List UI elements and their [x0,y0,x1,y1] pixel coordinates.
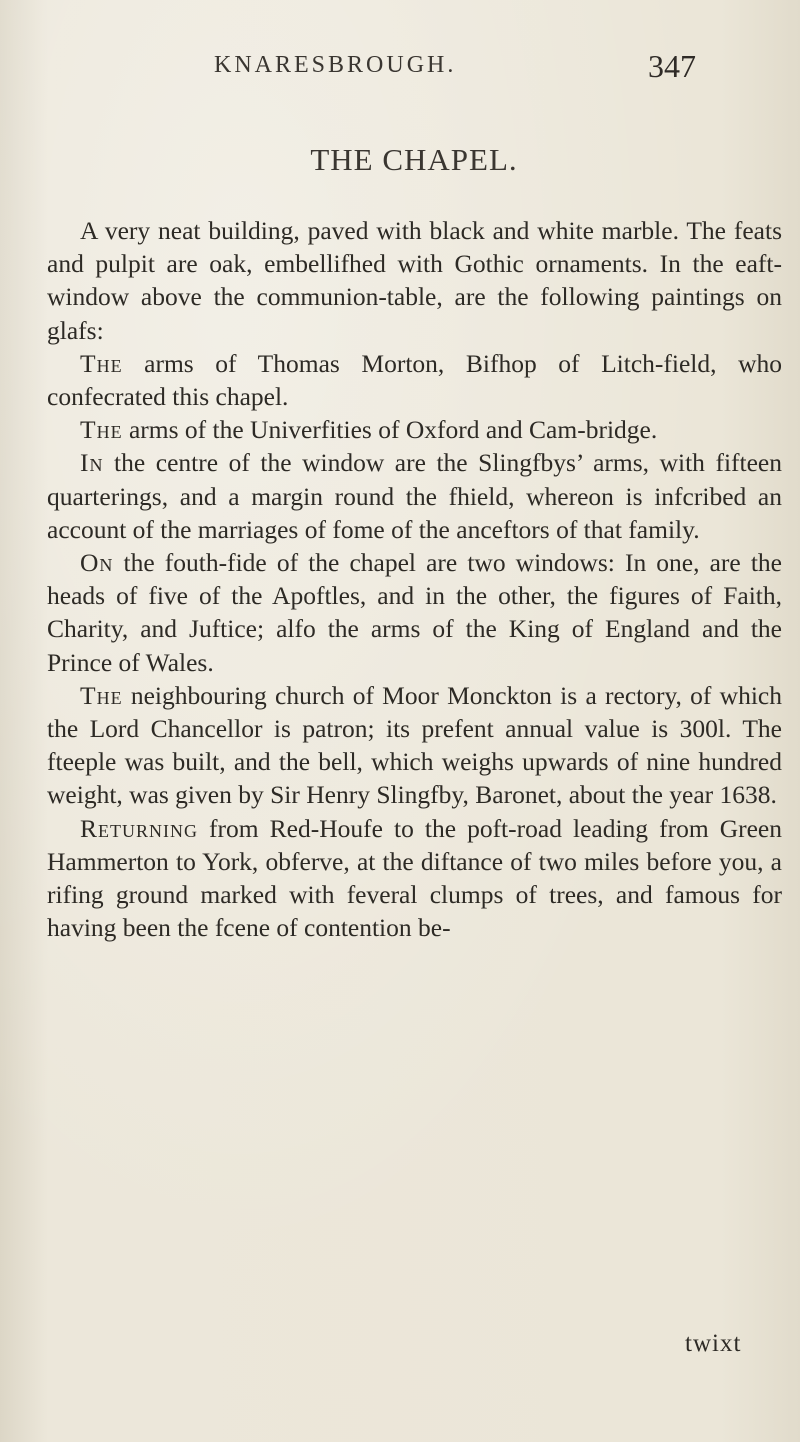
paragraph-lead: The [80,680,123,710]
paragraph-lead: The [80,415,123,445]
paragraph-slingsby-arms [47,446,782,546]
paragraph-text: the fouth-fide of the chapel are two windows: In one, are the heads of five of the Apoftles, and in the other, the figures of Faith, Charity, and Juftice; alfo the arms of the King of England and the Prince of Wales. [47,548,782,677]
paragraph-lead: The [80,348,123,378]
paragraph-morton-arms [47,347,782,413]
paragraph-lead: On [80,548,114,578]
paragraph-chapel-description [47,214,782,347]
paragraph-text: arms of the Univerfities of Oxford and Cam-bridge. [122,415,658,445]
paragraph-text: neighbouring church of Moor Monckton is a rectory, of which the Lord Chancellor is patron; its prefent annual value is 300l. The fteeple was built, and the bell, which weighs upwards of nine hundred weight, was given by Sir Henry Slingfby, Baronet, about the year 1638. [47,680,782,810]
section-title: THE CHAPEL. [310,142,518,177]
paragraph-south-windows [47,546,782,679]
catchword: twixt [685,1330,742,1357]
paragraph-returning [47,812,782,945]
paragraph-university-arms [47,413,782,446]
paragraph-text: from Red-Houfe to the poft-road leading from Green Hammerton to York, obferve, at the diftance of two miles before you, a rifing ground marked with feveral clumps of trees, and famous for having been the fcene of contention be- [47,813,782,943]
running-title: KNARESBROUGH. [214,52,457,78]
paragraph-text: the centre of the window are the Slingfbys’ arms, with fifteen quarterings, and a margin round the fhield, whereon is infcribed an account of the marriages of fome of the anceftors of that family. [47,448,782,544]
paragraph-moor-monckton [47,679,782,812]
paragraph-text: A very neat building, paved with black and white marble. The feats and pulpit are oak, embellifhed with Gothic ornaments. In the eaft-window above the communion-table, are the following paintings on glafs: [47,216,782,345]
paragraph-text: arms of Thomas Morton, Bifhop of Litch-field, who confecrated this chapel. [47,348,782,412]
paragraph-lead: Returning [80,813,198,843]
running-head [0,48,800,92]
body-text [47,214,782,944]
page-number: 347 [648,48,696,84]
paragraph-lead: In [80,448,104,478]
